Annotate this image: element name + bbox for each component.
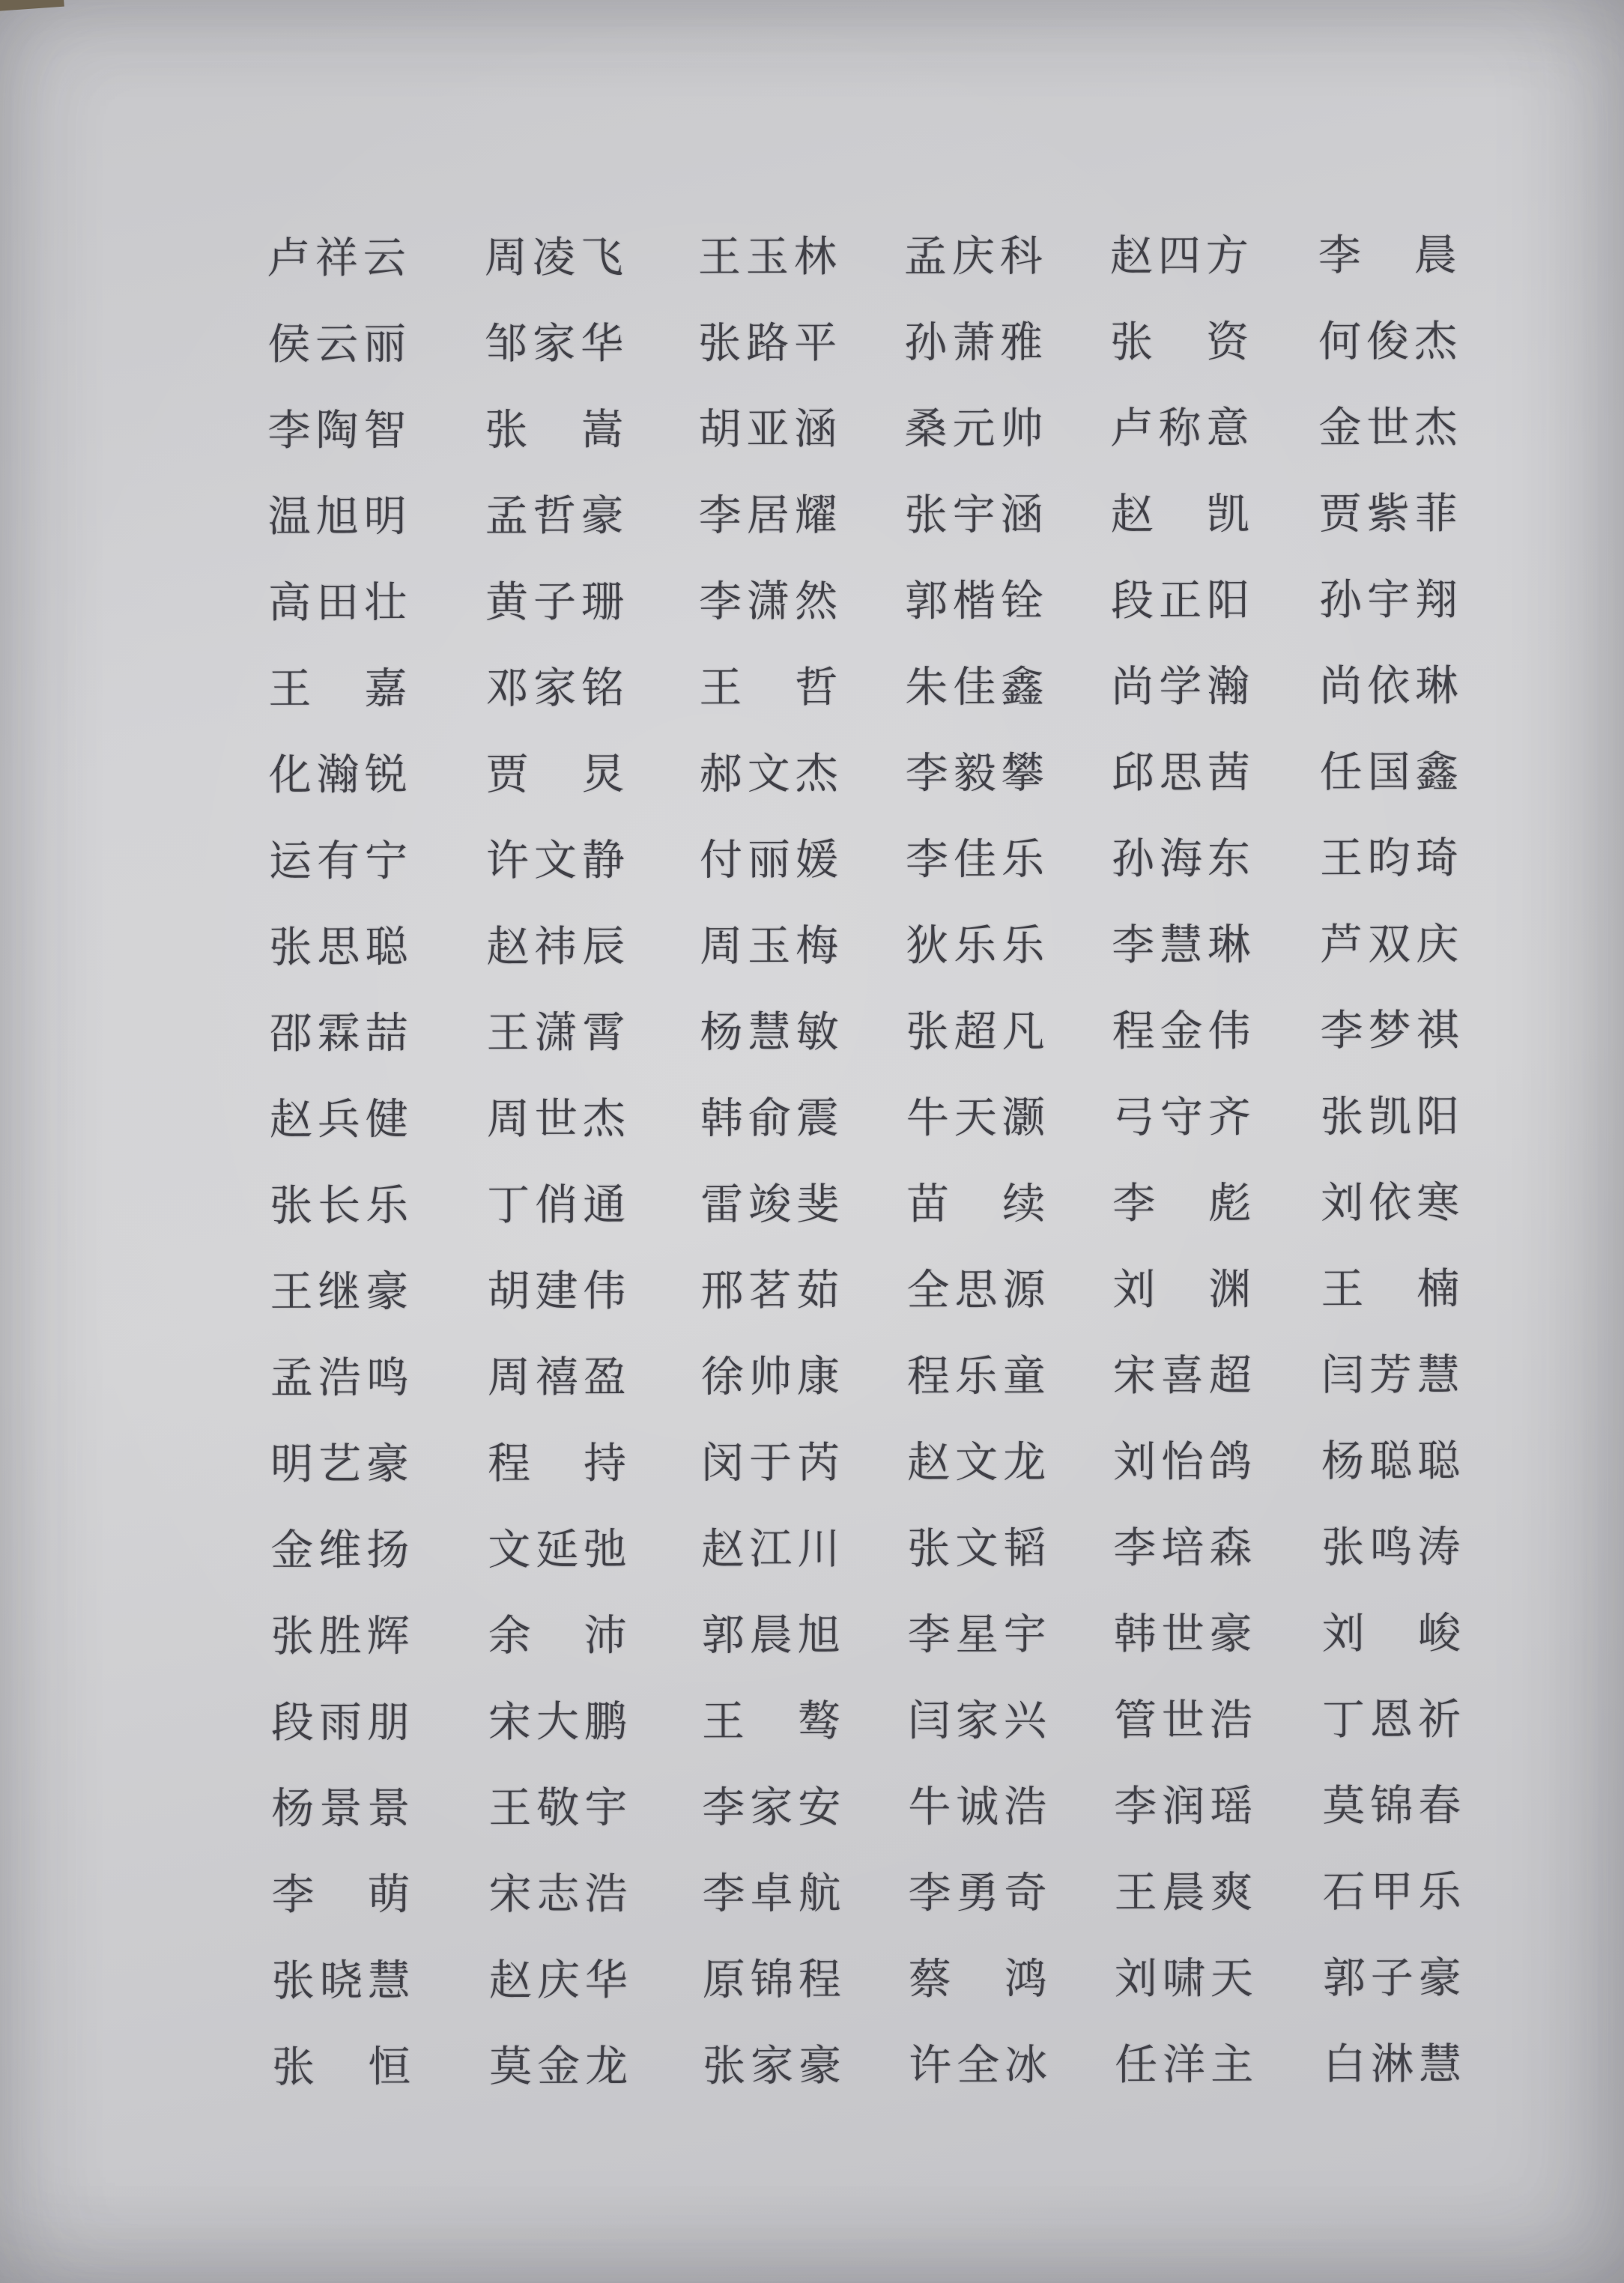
name-cell: 韩俞震 <box>700 1094 844 1143</box>
name-cell: 石甲乐 <box>1322 1868 1467 1916</box>
name-cell: 程乐童 <box>906 1352 1051 1401</box>
name-cell: 王 哲 <box>699 664 843 712</box>
name-cell: 管世浩 <box>1113 1697 1258 1744</box>
name-cell: 王潇霄 <box>486 1009 631 1057</box>
name-cell: 金世杰 <box>1318 404 1463 452</box>
name-cell: 李培森 <box>1113 1524 1258 1572</box>
name-cell: 李家安 <box>702 1783 846 1832</box>
name-cell: 闫家兴 <box>907 1697 1052 1745</box>
name-cell: 孟浩鸣 <box>270 1354 414 1402</box>
name-cell: 程 持 <box>487 1440 632 1488</box>
name-cell: 孟哲豪 <box>485 492 629 540</box>
name-cell: 徐帅康 <box>700 1353 845 1401</box>
name-cell: 邹家华 <box>485 320 629 368</box>
name-cell: 苗 续 <box>906 1180 1051 1228</box>
name-cell: 张家豪 <box>703 2042 847 2091</box>
name-cell: 郭子豪 <box>1322 1954 1467 2002</box>
name-cell: 赵四方 <box>1109 232 1254 280</box>
name-cell: 段正阳 <box>1110 577 1255 625</box>
name-cell: 丁俏通 <box>487 1181 631 1229</box>
name-cell: 宋志浩 <box>488 1870 633 1918</box>
name-cell: 狄乐乐 <box>906 921 1050 970</box>
name-cell: 赵兵健 <box>269 1096 413 1144</box>
name-cell: 王昀琦 <box>1319 834 1464 882</box>
name-cell: 王继豪 <box>270 1268 414 1316</box>
name-cell: 尚依琳 <box>1319 662 1464 710</box>
name-cell: 郭晨旭 <box>701 1611 846 1660</box>
name-cell: 刘 峻 <box>1321 1610 1466 1658</box>
name-cell: 宋大鹏 <box>488 1698 633 1746</box>
name-cell: 许文静 <box>485 837 631 885</box>
name-cell: 邱思茜 <box>1111 749 1255 797</box>
name-cell: 李陶智 <box>267 407 412 455</box>
name-cell: 赵文龙 <box>906 1438 1052 1487</box>
name-cell: 李润瑶 <box>1114 1783 1258 1831</box>
name-cell: 牛诚浩 <box>908 1783 1052 1831</box>
name-cell: 孙萧雅 <box>904 318 1049 367</box>
name-cell: 王 骜 <box>701 1697 846 1746</box>
name-cell: 白淋慧 <box>1323 2040 1467 2088</box>
name-cell: 付丽媛 <box>699 836 844 885</box>
name-cell: 李卓航 <box>702 1870 846 1918</box>
name-cell: 卢祥云 <box>267 234 411 282</box>
name-cell: 李勇奇 <box>908 1869 1052 1917</box>
name-cell: 闵于芮 <box>700 1439 846 1488</box>
name-cell: 王玉林 <box>697 233 842 282</box>
name-cell: 王敬宇 <box>488 1784 633 1832</box>
name-cell: 程金伟 <box>1112 1007 1256 1055</box>
name-cell: 李星宇 <box>907 1610 1052 1659</box>
name-cell: 张 恒 <box>272 2043 416 2091</box>
name-cell: 贾 炅 <box>485 751 630 798</box>
name-cell: 芦双庆 <box>1320 921 1464 968</box>
name-cell: 张胜辉 <box>270 1613 415 1661</box>
name-cell: 刘依寒 <box>1321 1179 1465 1227</box>
name-cell: 张长乐 <box>270 1182 414 1230</box>
name-cell: 李梦祺 <box>1320 1007 1464 1055</box>
name-cell: 运有宁 <box>268 837 413 885</box>
name-cell: 赵江川 <box>701 1525 846 1574</box>
name-cell: 张鸣涛 <box>1321 1523 1466 1571</box>
name-cell: 许全冰 <box>909 2041 1053 2090</box>
name-cell: 李 彪 <box>1112 1180 1257 1228</box>
name-cell: 孙海东 <box>1111 835 1256 883</box>
name-cell: 明艺豪 <box>270 1440 415 1488</box>
name-cell: 莫金龙 <box>489 2043 634 2091</box>
name-cell: 高田壮 <box>267 579 413 627</box>
name-cell: 闫芳慧 <box>1321 1351 1465 1399</box>
name-cell: 杨慧敏 <box>700 1008 844 1057</box>
name-grid <box>267 208 1473 2106</box>
name-cell: 化瀚锐 <box>268 751 413 799</box>
name-cell: 张 嵩 <box>485 406 629 454</box>
name-cell: 莫锦春 <box>1322 1782 1467 1830</box>
table-surface-corner <box>0 0 64 11</box>
name-cell: 赵庆华 <box>488 1956 633 2004</box>
name-cell: 周玉梅 <box>700 922 844 971</box>
name-cell: 牛天灏 <box>906 1094 1050 1142</box>
name-cell: 张思聪 <box>269 924 413 971</box>
name-cell: 宋喜超 <box>1112 1352 1257 1400</box>
name-cell: 孙宇翔 <box>1318 576 1464 624</box>
name-cell: 段雨朋 <box>270 1699 416 1747</box>
name-cell: 邵霖喆 <box>269 1010 413 1058</box>
name-cell: 张 资 <box>1110 318 1255 366</box>
name-cell: 桑元帅 <box>904 404 1049 453</box>
name-cell: 张路平 <box>698 319 843 368</box>
name-cell: 刘啸天 <box>1114 1955 1258 2003</box>
name-cell: 余 沛 <box>488 1612 632 1660</box>
name-cell: 尚学瀚 <box>1111 663 1255 711</box>
name-cell: 王晨爽 <box>1114 1869 1258 1917</box>
name-cell: 李毅攀 <box>905 749 1049 798</box>
name-cell: 全思源 <box>906 1266 1051 1315</box>
name-cell: 雷竣斐 <box>700 1180 845 1229</box>
name-cell: 刘 渊 <box>1112 1266 1257 1314</box>
name-cell: 邓家铭 <box>485 664 630 712</box>
name-cell: 丁恩祈 <box>1321 1696 1467 1744</box>
name-cell: 弓守齐 <box>1112 1094 1256 1142</box>
name-cell: 张文韬 <box>907 1524 1052 1573</box>
name-cell: 李佳乐 <box>905 835 1050 884</box>
name-cell: 张晓慧 <box>271 1957 416 2005</box>
name-cell: 孟庆科 <box>903 232 1048 281</box>
name-cell: 郝文杰 <box>699 750 843 798</box>
name-cell: 李 晨 <box>1318 231 1462 279</box>
name-cell: 周世杰 <box>486 1095 631 1143</box>
name-cell: 任国鑫 <box>1319 748 1464 796</box>
name-cell: 赵 凯 <box>1110 491 1255 539</box>
name-cell: 王 楠 <box>1321 1265 1465 1313</box>
name-cell: 何俊杰 <box>1318 318 1463 366</box>
name-cell: 杨聪聪 <box>1321 1437 1466 1485</box>
name-cell: 原锦程 <box>702 1956 846 2004</box>
name-cell: 杨景景 <box>271 1785 416 1833</box>
name-cell: 韩世豪 <box>1113 1610 1258 1658</box>
name-cell: 金维扬 <box>270 1526 415 1574</box>
name-cell: 邢茗茹 <box>700 1267 845 1315</box>
name-cell: 张凯阳 <box>1320 1093 1464 1141</box>
name-cell: 李慧琳 <box>1112 921 1256 969</box>
name-cell: 侯云丽 <box>267 321 412 369</box>
name-cell: 张宇涵 <box>904 491 1049 539</box>
name-cell: 胡亚涵 <box>698 405 843 454</box>
name-cell: 张超凡 <box>906 1007 1050 1056</box>
name-cell: 郭楷铨 <box>904 577 1049 625</box>
name-cell: 黄子珊 <box>485 578 630 626</box>
name-cell: 文延弛 <box>488 1526 632 1574</box>
name-cell: 蔡 鸿 <box>908 1955 1052 2004</box>
name-cell: 刘怡鸽 <box>1112 1438 1258 1486</box>
name-cell: 温旭明 <box>267 493 412 541</box>
name-cell: 卢称意 <box>1110 404 1255 452</box>
name-cell: 周禧盈 <box>487 1353 631 1401</box>
name-cell: 李 萌 <box>271 1871 416 1919</box>
name-cell: 胡建伟 <box>487 1267 631 1315</box>
name-cell: 贾紫菲 <box>1318 490 1463 538</box>
name-cell: 李潇然 <box>698 577 843 626</box>
name-cell: 王 嘉 <box>268 665 413 713</box>
name-cell: 李居耀 <box>698 491 843 540</box>
name-cell: 任洋主 <box>1115 2041 1259 2089</box>
name-cell: 周凌飞 <box>484 234 628 282</box>
name-cell: 朱佳鑫 <box>905 663 1049 712</box>
name-cell: 赵祎辰 <box>486 923 631 971</box>
